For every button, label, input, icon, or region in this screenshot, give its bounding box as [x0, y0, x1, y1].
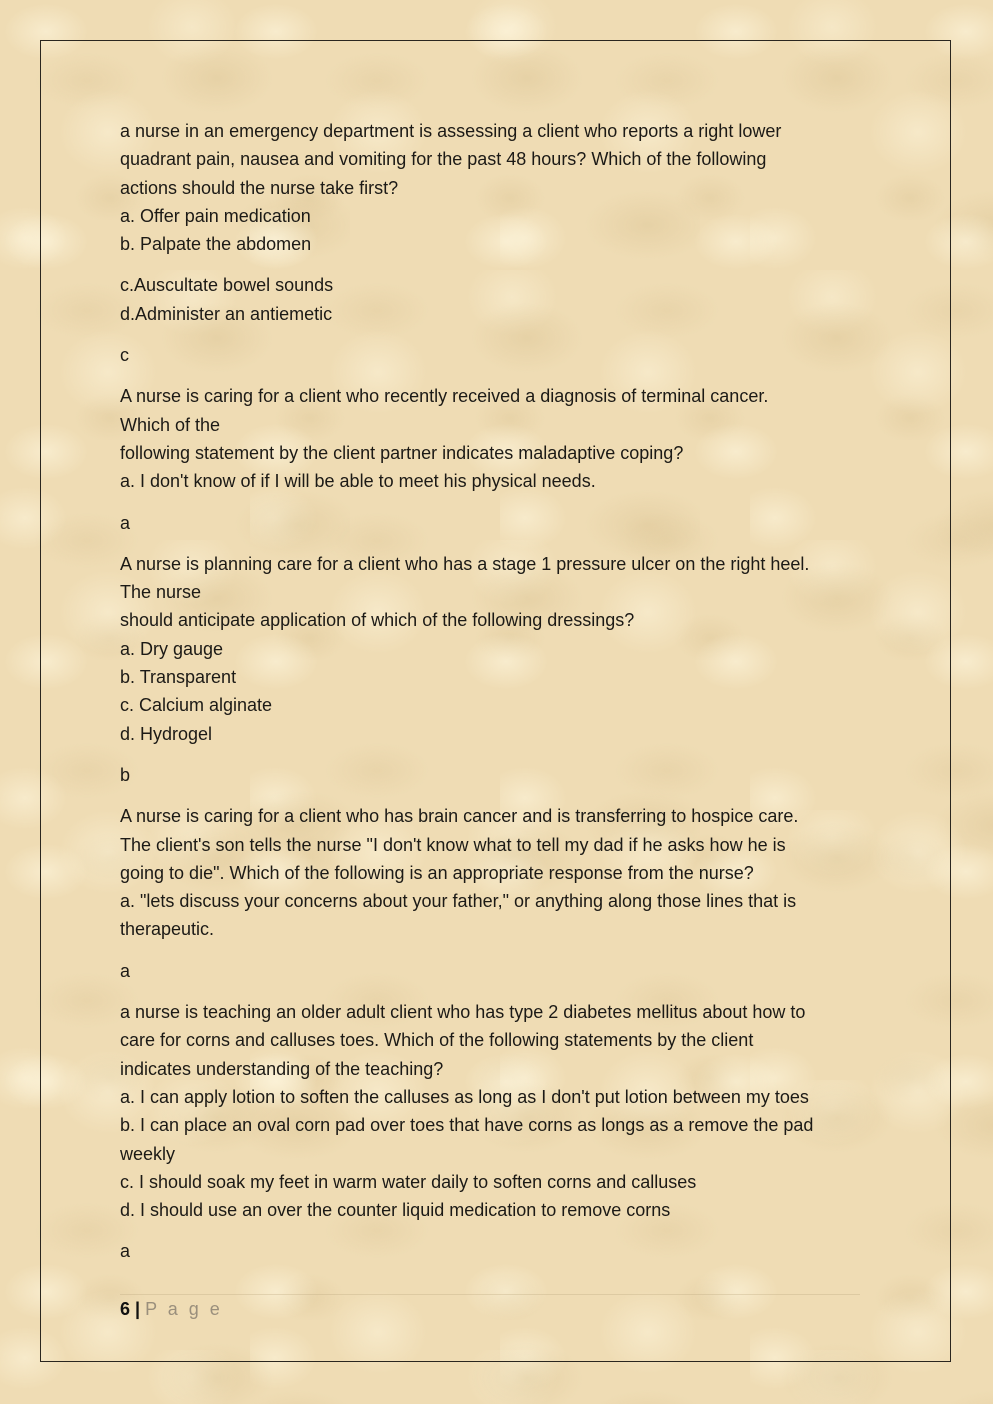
answer-option: c. Calcium alginate	[120, 695, 273, 716]
question-text-line: a nurse is teaching an older adult client who has type 2 diabetes mellitus about how to	[120, 1002, 806, 1023]
question-text-line: should anticipate application of which of the following dressings?	[120, 610, 635, 631]
question-text-line: actions should the nurse take first?	[120, 177, 399, 198]
question-text-line: care for corns and calluses toes. Which of the following statements by the client	[120, 1030, 754, 1051]
answer-option: c. I should soak my feet in warm water daily to soften corns and calluses	[120, 1171, 697, 1192]
answer-key: a	[120, 1241, 131, 1262]
question-3	[120, 550, 865, 748]
answer-key: b	[120, 764, 131, 785]
question-2	[120, 382, 865, 495]
question-text-line: A nurse is caring for a client who recently received a diagnosis of terminal cancer.	[120, 386, 769, 407]
question-5	[120, 998, 865, 1224]
answer-option: a. I don't know of if I will be able to meet his physical needs.	[120, 471, 596, 492]
answer-option: a. Dry gauge	[120, 638, 224, 659]
question-text-line: A nurse is planning care for a client who has a stage 1 pressure ulcer on the right heel.	[120, 553, 810, 574]
question-text-line: quadrant pain, nausea and vomiting for the past 48 hours? Which of the following	[120, 149, 767, 170]
question-text-line: a nurse in an emergency department is assessing a client who reports a right lower	[120, 121, 782, 141]
question-text-line: A nurse is caring for a client who has brain cancer and is transferring to hospice care.	[120, 806, 799, 827]
answer-option: d. Hydrogel	[120, 723, 213, 744]
page-label: P a g e	[145, 1299, 223, 1319]
document-content	[120, 117, 865, 1279]
answer-option: d.Administer an antiemetic	[120, 303, 333, 324]
answer-option: b. I can place an oval corn pad over toes that have corns as longs as a remove the pad	[120, 1115, 814, 1136]
answer-option: a. I can apply lotion to soften the calluses as long as I don't put lotion between my toes	[120, 1086, 809, 1107]
page-footer	[120, 1294, 860, 1323]
page-number: 6	[120, 1299, 131, 1319]
question-text-line: The nurse	[120, 582, 202, 603]
question-text-line: following statement by the client partner indicates maladaptive coping?	[120, 442, 684, 463]
answer-key: a	[120, 512, 131, 533]
question-text-line: going to die". Which of the following is an appropriate response from the nurse?	[120, 862, 754, 883]
answer-option: d. I should use an over the counter liquid medication to remove corns	[120, 1200, 671, 1221]
answer-option: weekly	[120, 1143, 176, 1164]
answer-option: therapeutic.	[120, 919, 215, 940]
question-text-line: Which of the	[120, 414, 221, 435]
answer-key: a	[120, 960, 131, 981]
question-1	[120, 117, 865, 328]
answer-option: a. "lets discuss your concerns about your father," or anything along those lines that is	[120, 891, 797, 912]
answer-option: a. Offer pain medication	[120, 205, 311, 226]
question-text-line: The client's son tells the nurse "I don't know what to tell my dad if he asks how he is	[120, 834, 786, 855]
question-4	[120, 802, 865, 943]
answer-option: b. Transparent	[120, 667, 237, 688]
answer-option: c.Auscultate bowel sounds	[120, 275, 334, 296]
question-text-line: indicates understanding of the teaching?	[120, 1058, 444, 1079]
answer-key: c	[120, 345, 129, 366]
answer-option: b. Palpate the abdomen	[120, 234, 312, 255]
footer-separator: |	[135, 1299, 141, 1319]
